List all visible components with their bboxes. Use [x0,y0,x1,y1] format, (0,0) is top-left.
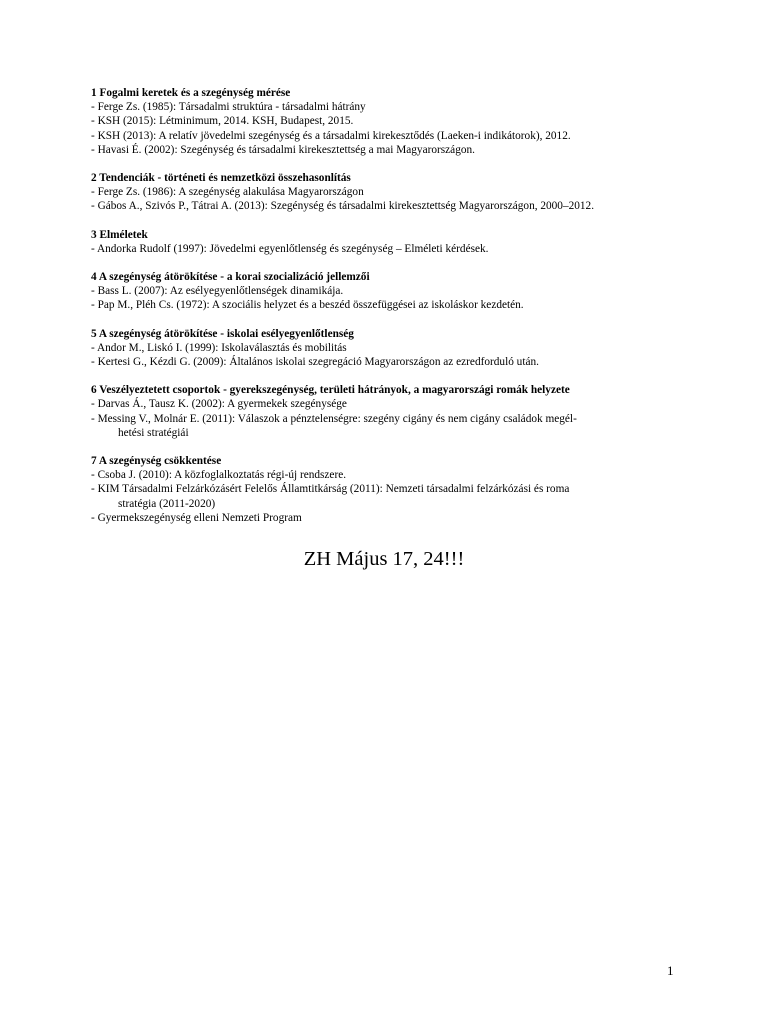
reference-item: - Kertesi G., Kézdi G. (2009): Általános iskolai szegregáció Magyarországon az ezredforduló után. [91,356,539,369]
reference-item: - KSH (2013): A relatív jövedelmi szegénység és a társadalmi kirekesztődés (Laeken-i indikátorok), 2012. [91,129,571,142]
reference-item: - Messing V., Molnár E. (2011): Válaszok a pénztelenségre: szegény cigány és nem cigány családok megél- [91,412,577,425]
section-3 [91,228,691,256]
reference-item: - Andorka Rudolf (1997): Jövedelmi egyenlőtlenség és szegénység – Elméleti kérdések. [91,242,489,255]
reference-item: - Darvas Á., Tausz K. (2002): A gyermekek szegénysége [91,398,347,411]
reference-item: - Csoba J. (2010): A közfoglalkoztatás régi-új rendszere. [91,469,347,482]
reference-item-continuation: stratégia (2011-2020) [118,497,216,510]
reference-item: - Havasi É. (2002): Szegénység és társadalmi kirekesztettség a mai Magyarországon. [91,143,475,156]
section-title: 7 A szegénység csökkentése [91,455,222,468]
section-2 [91,171,691,214]
section-1 [91,86,691,157]
reference-item: - Gyermekszegénység elleni Nemzeti Program [91,511,302,524]
section-5 [91,327,691,370]
page-number: 1 [667,963,674,978]
reference-item: - Ferge Zs. (1986): A szegénység alakulása Magyarországon [91,186,364,199]
reference-item: - Ferge Zs. (1985): Társadalmi struktúra - társadalmi hátrány [91,101,366,114]
reference-item: - Andor M., Liskó I. (1999): Iskolaválasztás és mobilitás [91,341,347,354]
section-7 [91,454,691,525]
section-6 [91,383,691,440]
section-title: 1 Fogalmi keretek és a szegénység mérése [91,87,291,99]
section-title: 4 A szegénység átörökítése - a korai szocializáció jellemzői [91,271,370,284]
reading-list [91,86,691,539]
reference-item: - Bass L. (2007): Az esélyegyenlőtlenségek dinamikája. [91,285,344,298]
section-title: 2 Tendenciák - történeti és nemzetközi összehasonlítás [91,172,351,185]
section-title: 3 Elméletek [91,228,148,241]
section-title: 5 A szegénység átörökítése - iskolai esélyegyenlőtlenség [91,327,354,340]
reference-item: - Pap M., Pléh Cs. (1972): A szociális helyzet és a beszéd összefüggései az iskoláskor kezdetén. [91,299,524,312]
section-title: 6 Veszélyeztetett csoportok - gyerekszegénység, területi hátrányok, a magyarországi romák helyzete [91,384,570,397]
exam-note: ZH Május 17, 24!!! [303,548,465,570]
reference-item: - KIM Társadalmi Felzárkózásért Felelős Államtitkárság (2011): Nemzeti társadalmi felzárkózási és roma [91,483,570,496]
reference-item-continuation: hetési stratégiái [118,426,189,439]
section-4 [91,270,691,313]
reference-item: - KSH (2015): Létminimum, 2014. KSH, Budapest, 2015. [91,115,354,128]
reference-item: - Gábos A., Szivós P., Tátrai A. (2013): Szegénység és társadalmi kirekesztettség Magyarországon, 2000–2012. [91,200,595,213]
